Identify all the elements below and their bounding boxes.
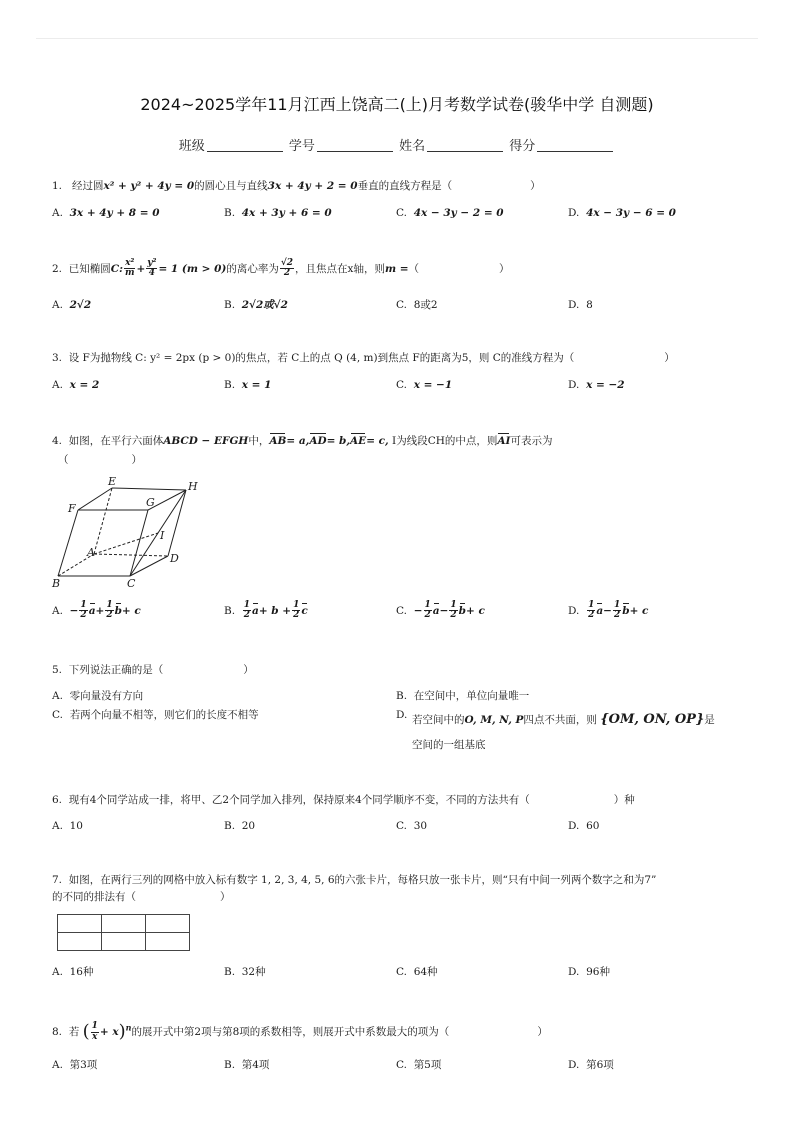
q7-option-a[interactable]: A. 16种 [52, 966, 94, 978]
edge-fe [78, 488, 112, 510]
top-divider [36, 38, 758, 39]
grid-cell [146, 915, 190, 933]
question-2: 2. 已知椭圆C: $\frac{\text{x²}}{m}$ + $\frac{\text{y²}}{4}$ = 1 (m > 0)的离心率为 $\frac{√2}{2}$ ，且焦点在x轴，则m =（ ） [52, 258, 510, 279]
student-info-line [0, 135, 794, 154]
question-8: 8. 若 ( $\frac{1}{x}$ + x)$^n$的展开式中第2项与第8项的系数相等，则展开式中系数最大的项为（ ） [52, 1021, 548, 1042]
q5-option-b[interactable]: B. 在空间中，单位向量唯一 [396, 690, 530, 702]
edge-gc [130, 510, 148, 576]
q3-option-a[interactable]: A. x = 2 [52, 379, 100, 391]
label-c: C [127, 577, 136, 590]
info-class-label: 班级 [178, 139, 205, 154]
q3-option-b[interactable]: B. x = 1 [224, 379, 272, 391]
q7-option-b[interactable]: B. 32种 [224, 966, 266, 978]
label-b: B [52, 577, 61, 590]
question-4: 4. 如图，在平行六面体ABCD − EFGH中，AB= a,AD= b,AE= c, I为线段CH的中点，则AI可表示为 [52, 435, 553, 447]
question-3: 3. 设 F为抛物线 C: y² = 2px (p > 0)的焦点，若 C上的点 Q (4, m)到焦点 F的距离为5，则 C的准线方程为（ ） [52, 352, 675, 364]
two-by-three-grid [57, 914, 190, 951]
score-blank[interactable] [537, 138, 613, 152]
q2-option-a[interactable]: A. 2√2 [52, 299, 92, 311]
label-i: I [160, 529, 165, 542]
q6-option-b[interactable]: B. 20 [224, 820, 256, 832]
q5-option-a[interactable]: A. 零向量没有方向 [52, 690, 144, 702]
question-1: 1. 经过圆x² + y² + 4y = 0的圆心且与直线3x + 4y + 2 = 0垂直的直线方程是（ ） [52, 180, 541, 192]
q6-option-a[interactable]: A. 10 [52, 820, 83, 832]
question-4-paren: （ ） [58, 454, 142, 466]
label-d: D [170, 552, 179, 565]
q2-option-d[interactable]: D. 8 [568, 299, 593, 311]
q6-option-c[interactable]: C. 30 [396, 820, 428, 832]
q8-option-b[interactable]: B. 第4项 [224, 1059, 270, 1071]
label-f: F [68, 502, 76, 515]
parallelepiped-figure [50, 476, 210, 591]
info-score-label: 得分 [509, 139, 536, 154]
q1-option-a[interactable]: A. 3x + 4y + 8 = 0 [52, 207, 160, 219]
class-blank[interactable] [207, 138, 283, 152]
question-7: 7. 如图，在两行三列的网格中放入标有数字 1, 2, 3, 4, 5, 6的六张卡片，每格只放一张卡片，则“只有中间一列两个数字之和为7” [52, 874, 657, 886]
q8-option-c[interactable]: C. 第5项 [396, 1059, 442, 1071]
grid-cell [58, 933, 102, 951]
edge-ad-hidden [94, 554, 168, 556]
edge-cd [130, 556, 168, 576]
q4-option-c[interactable]: C. − $\frac{1}{2}$ a− $\frac{1}{2}$ b+ c [396, 600, 485, 621]
q5-option-d-text: 若空间中的O, M, N, P四点不共面，则 {OM, ON, OP}是 [412, 712, 715, 727]
name-blank[interactable] [427, 138, 503, 152]
label-a: A [87, 546, 95, 559]
question-5: 5. 下列说法正确的是（ ） [52, 664, 254, 676]
label-e: E [108, 476, 117, 488]
grid-cell [102, 915, 146, 933]
edge-eh [112, 488, 186, 490]
label-h: H [188, 480, 198, 493]
q1-option-b[interactable]: B. 4x + 3y + 6 = 0 [224, 207, 332, 219]
label-g: G [146, 496, 155, 509]
q3-option-c[interactable]: C. x = −1 [396, 379, 453, 391]
q5-option-c[interactable]: C. 若两个向量不相等，则它们的长度不相等 [52, 709, 259, 721]
question-7-line-2: 的不同的排法有（ ） [52, 891, 231, 903]
q6-option-d[interactable]: D. 60 [568, 820, 600, 832]
q1-option-c[interactable]: C. 4x − 3y − 2 = 0 [396, 207, 504, 219]
info-id-label: 学号 [288, 139, 315, 154]
q8-option-d[interactable]: D. 第6项 [568, 1059, 614, 1071]
q4-option-d[interactable]: D. $\frac{1}{2}$ a− $\frac{1}{2}$ b+ c [568, 600, 649, 621]
q3-option-d[interactable]: D. x = −2 [568, 379, 625, 391]
q4-option-b[interactable]: B. $\frac{1}{2}$ a+ b + $\frac{1}{2}$ c [224, 600, 308, 621]
info-name-label: 姓名 [399, 139, 426, 154]
q2-option-b[interactable]: B. 2√2或√2 [224, 299, 288, 311]
q7-option-d[interactable]: D. 96种 [568, 966, 610, 978]
q4-option-a[interactable]: A. − $\frac{1}{2}$ a+ $\frac{1}{2}$ b+ c [52, 600, 141, 621]
grid-cell [102, 933, 146, 951]
question-6: 6. 现有4个同学站成一排，将甲、乙2个同学加入排列，保持原来4个同学顺序不变，不同的方法共有（ ）种 [52, 794, 635, 806]
grid-cell [58, 915, 102, 933]
grid-cell [146, 933, 190, 951]
edge-bf [58, 510, 78, 576]
edge-hd [168, 490, 186, 556]
id-blank[interactable] [317, 138, 393, 152]
q1-option-d[interactable]: D. 4x − 3y − 6 = 0 [568, 207, 676, 219]
q5-option-d[interactable]: D. [396, 709, 408, 721]
page-title: 2024~2025学年11月江西上饶高二(上)月考数学试卷(骏华中学 自测题) [140, 95, 654, 114]
q2-option-c[interactable]: C. 8或2 [396, 299, 438, 311]
q8-option-a[interactable]: A. 第3项 [52, 1059, 98, 1071]
q5-option-d-text-2: 空间的一组基底 [412, 739, 486, 751]
segment-ai-hidden [94, 533, 158, 554]
q7-option-c[interactable]: C. 64种 [396, 966, 438, 978]
